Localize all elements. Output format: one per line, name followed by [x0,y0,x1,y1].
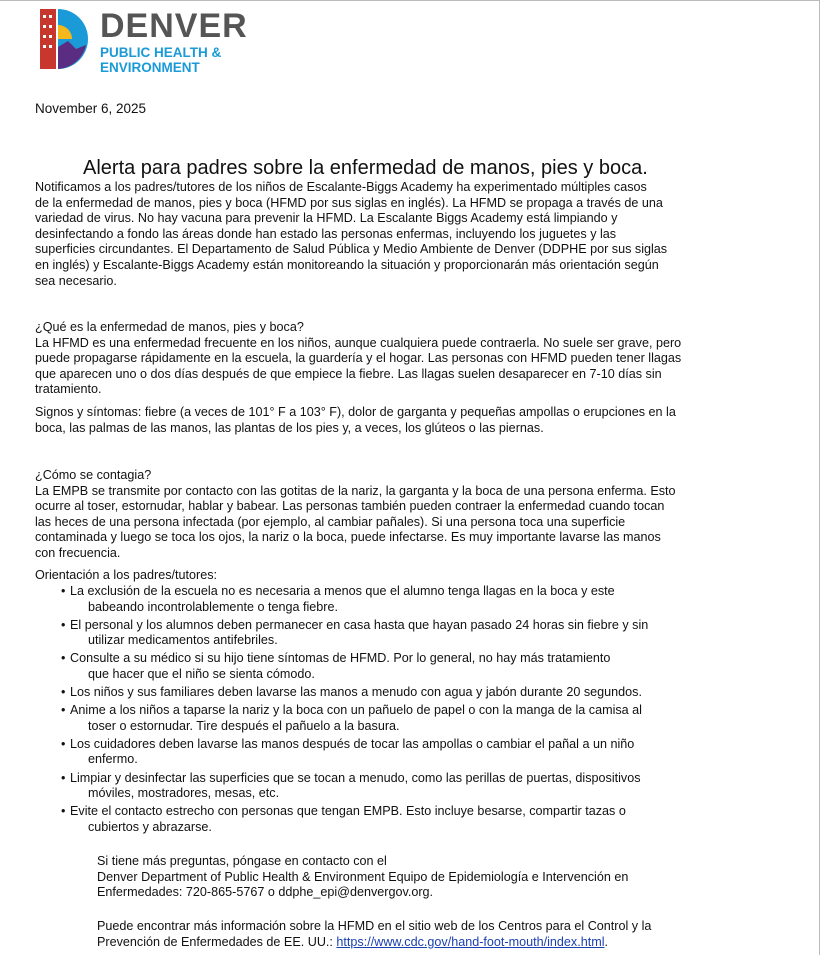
bullet-line: • Los cuidadores deben lavarse las manos después de tocar las ampollas o cambiar el pañal a un niño [62,737,648,753]
bullet-line: enfermo. [88,752,138,767]
logo-wordmark: DENVER [100,7,248,45]
bullet-line: • El personal y los alumnos deben permanecer en casa hasta que hayan pasado 24 horas sin fiebre y sin [62,618,648,634]
paragraph-line: ¿Qué es la enfermedad de manos, pies y boca? [35,320,304,334]
letter-date: November 6, 2025 [35,101,147,116]
paragraph-line: que aparecen uno o dos días después de que empiece la fiebre. Las llagas suelen desaparecer en 7-10 días sin [35,366,662,381]
denver-logo-icon [40,7,96,71]
paragraph-line: contaminada y luego se toca los ojos, la nariz o la boca, puede infectarse. Es muy importante lavarse las manos [35,530,661,545]
bullet-line: utilizar medicamentos antifebriles. [88,633,278,648]
paragraph-line: boca, las palmas de las manos, las plantas de los pies y, a veces, los glúteos o las piernas. [35,420,544,435]
paragraph-line: tratamiento. [35,382,102,397]
paragraph-line: sea necesario. [35,273,117,288]
bullet-line: • Consulte a su médico si su hijo tiene síntomas de HFMD. Por lo general, no hay más tratamiento [62,651,648,667]
bullet-line: • Limpiar y desinfectar las superficies que se tocan a menudo, como las perillas de puertas, dispositivos [62,771,648,787]
more-info-suffix: . [604,934,609,949]
paragraph [35,320,681,398]
bullet-item [62,685,648,701]
paragraph-line: puede propagarse rápidamente en la escuela, la guardería y el hogar. Las personas con HFMD pueden tener llagas [35,351,682,366]
bullet-line: móviles, mostradores, mesas, etc. [88,786,280,801]
paragraph-line: Notificamos a los padres/tutores de los niños de Escalante-Biggs Academy ha experimentado múltiples casos [35,180,647,194]
bullet-item [62,703,648,734]
bullet-item [62,804,648,835]
contact-block [97,854,628,901]
paragraph-line: en inglés) y Escalante-Biggs Academy están monitoreando la situación y proporcionarán más orientación según [35,257,659,272]
bullet-item [62,771,648,802]
paragraph [35,568,217,584]
denver-logo [40,7,260,77]
paragraph-line: ¿Cómo se contagia? [35,468,152,482]
bullet-line: cubiertos y abrazarse. [88,819,212,834]
paragraph [35,468,676,562]
paragraph-line: La EMPB se transmite por contacto con las gotitas de la nariz, la garganta y la boca de una persona enferma. Esto [35,483,676,498]
bullet-item [62,618,648,649]
contact-line: Denver Department of Public Health & Environment Equipo de Epidemiología e Intervención en [97,869,629,884]
paragraph-line: ocurre al toser, estornudar, hablar y babear. Las personas también pueden contraer la enfermedad cuando tocan [35,499,665,514]
bullet-line: • Los niños y sus familiares deben lavarse las manos a menudo con agua y jabón durante 20 segundos. [62,685,648,701]
bullet-line: babeando incontrolablemente o tenga fiebre. [88,599,338,614]
bullet-line: • La exclusión de la escuela no es necesaria a menos que el alumno tenga llagas en la boca y este [62,584,648,600]
paragraph-line: con frecuencia. [35,545,121,560]
paragraph-line: las heces de una persona infectada (por ejemplo, al cambiar pañales). Si una persona toca una superficie [35,514,626,529]
more-info-prefix: Prevención de Enfermedades de EE. UU.: [97,934,337,949]
paragraph-line: Signos y síntomas: fiebre (a veces de 101° F a 103° F), dolor de garganta y pequeñas ampollas o erupciones en la [35,405,676,419]
more-info-line: Puede encontrar más información sobre la HFMD en el sitio web de los Centros para el Control y la [97,919,652,933]
paragraph-line: superficies circundantes. El Departamento de Salud Pública y Medio Ambiente de Denver (DDPHE por sus siglas [35,242,668,257]
cdc-link[interactable]: https://www.cdc.gov/hand-foot-mouth/index.html [336,934,605,949]
guidance-list [62,584,648,838]
contact-line: Enfermedades: 720-865-5767 o ddphe_epi@denvergov.org. [97,885,434,900]
bullet-item [62,737,648,768]
bullet-line: toser o estornudar. Tire después el pañuelo a la basura. [88,718,400,733]
logo-subtitle-1: PUBLIC HEALTH & [100,45,222,60]
paragraph [35,405,676,436]
bullet-item [62,651,648,682]
bullet-item [62,584,648,615]
more-info-block [97,919,651,950]
paragraph-line: de la enfermedad de manos, pies y boca (HFMD por sus siglas en inglés). La HFMD se propaga a través de una [35,195,663,210]
letter-title: Alerta para padres sobre la enfermedad de manos, pies y boca. [83,157,648,179]
bullet-line: • Evite el contacto estrecho con personas que tengan EMPB. Esto incluye besarse, compartir tazas o [62,804,648,820]
paragraph-line: Orientación a los padres/tutores: [35,568,218,582]
bullet-line: • Anime a los niños a taparse la nariz y la boca con un pañuelo de papel o con la manga de la camisa al [62,703,648,719]
paragraph-line: variedad de virus. No hay vacuna para prevenir la HFMD. La Escalante Biggs Academy está limpiando y [35,211,618,226]
paragraph [35,180,667,289]
bullet-line: que hacer que el niño se sienta cómodo. [88,666,315,681]
logo-subtitle-2: ENVIRONMENT [100,60,200,75]
paragraph-line: desinfectando a fondo las áreas donde han estado las personas enfermas, incluyendo los juguetes y las [35,226,617,241]
paragraph-line: La HFMD es una enfermedad frecuente en los niños, aunque cualquiera puede contraerla. No suele ser grave, pero [35,335,682,350]
contact-line: Si tiene más preguntas, póngase en contacto con el [97,854,387,868]
